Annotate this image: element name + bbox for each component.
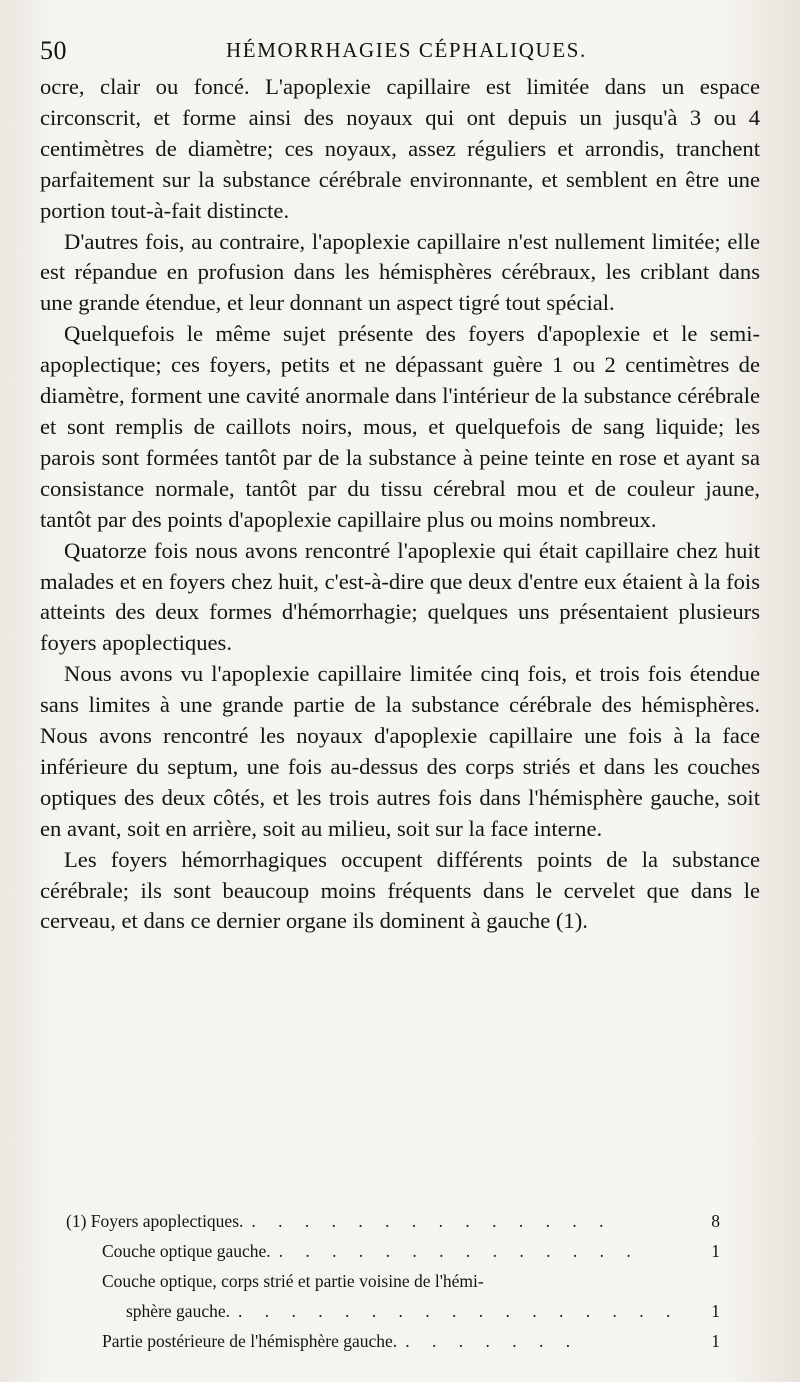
footnote-count: 1 (711, 1241, 720, 1261)
paragraph: D'autres fois, au contraire, l'apoplexie capillaire n'est nullement limitée; elle est répandue en profusion dans les hémisphères cérébraux, les criblant dans une grande étendue, et leur donnant un aspect tigré tout spécial. (40, 228, 760, 316)
footnote-label: Foyers apoplectiques. (90, 1211, 244, 1231)
footnote-label: sphère gauche. (126, 1301, 230, 1321)
footnote-label: Couche optique, corps strié et partie voisine de l'hémi- (102, 1271, 484, 1291)
footnote-row (66, 1296, 720, 1326)
page-number: 50 (40, 36, 67, 65)
footnote-count: 1 (711, 1301, 720, 1321)
footnote-row (66, 1326, 720, 1356)
body-text (40, 72, 760, 937)
leader-dots: . . . . . . . (405, 1331, 580, 1351)
paragraph: Les foyers hémorrhagiques occupent différents points de la substance cérébrale; ils sont beaucoup moins fréquents dans le cervelet que dans le cerveau, et dans ce dernier organe ils dominent à gauche (1). (40, 846, 760, 934)
footnote-label: Couche optique gauche. (102, 1241, 271, 1261)
paragraph: Quatorze fois nous avons rencontré l'apoplexie qui était capillaire chez huit malades et en foyers chez huit, c'est-à-dire que deux d'entre eux étaient à la fois atteints des deux formes d'hémorrhagie; quelques uns présentaient plusieurs foyers apoplectiques. (40, 537, 760, 656)
leader-dots: . . . . . . . . . . . . . . (278, 1241, 640, 1261)
footnote-label: Partie postérieure de l'hémisphère gauche. (102, 1331, 398, 1351)
footnote-row (66, 1236, 720, 1266)
leader-dots: . . . . . . . . . . . . . . . . . (237, 1301, 680, 1321)
footnote-row (66, 1266, 720, 1296)
footnote-count: 8 (711, 1211, 720, 1231)
running-title: HÉMORRHAGIES CÉPHALIQUES. (226, 38, 587, 62)
paragraph: Nous avons vu l'apoplexie capillaire limitée cinq fois, et trois fois étendue sans limites à une grande partie de la substance cérébrale des hémisphères. Nous avons rencontré les noyaux d'apoplexie capillaire une fois à la face inférieure du septum, une fois au-dessus des corps striés et dans les couches optiques des deux côtés, et les trois autres fois dans l'hémisphère gauche, soit en avant, soit en arrière, soit au milieu, soit sur la face interne. (40, 661, 760, 841)
footnote (66, 1206, 720, 1356)
leader-dots: . . . . . . . . . . . . . . (251, 1211, 613, 1231)
paragraph: Quelquefois le même sujet présente des foyers d'apoplexie et le semi-apoplectique; ces foyers, petits et ne dépassant guère 1 ou 2 centimètres de diamètre, forment une cavité anormale dans l'intérieur de la substance cérébrale et sont remplis de caillots noirs, mous, et quelquefois de sang liquide; les parois sont formées tantôt par de la substance à peine teinte en rose et ayant sa consistance normale, tantôt par du tissu cérebral mou et de couleur jaune, tantôt par des points d'apoplexie capillaire plus ou moins nombreux. (40, 321, 760, 532)
paragraph: ocre, clair ou foncé. L'apoplexie capillaire est limitée dans un espace circonscrit, et forme ainsi des noyaux qui ont depuis un jusqu'à 3 ou 4 centimètres de diamètre; ces noyaux, assez réguliers et arrondis, tranchent parfaitement sur la substance cérébrale environnante, et semblent en être une portion tout-à-fait distincte. (40, 74, 760, 223)
footnote-count: 1 (711, 1331, 720, 1351)
footnote-row (66, 1206, 720, 1236)
footnote-marker: (1) (66, 1211, 87, 1231)
page-header (40, 30, 760, 70)
